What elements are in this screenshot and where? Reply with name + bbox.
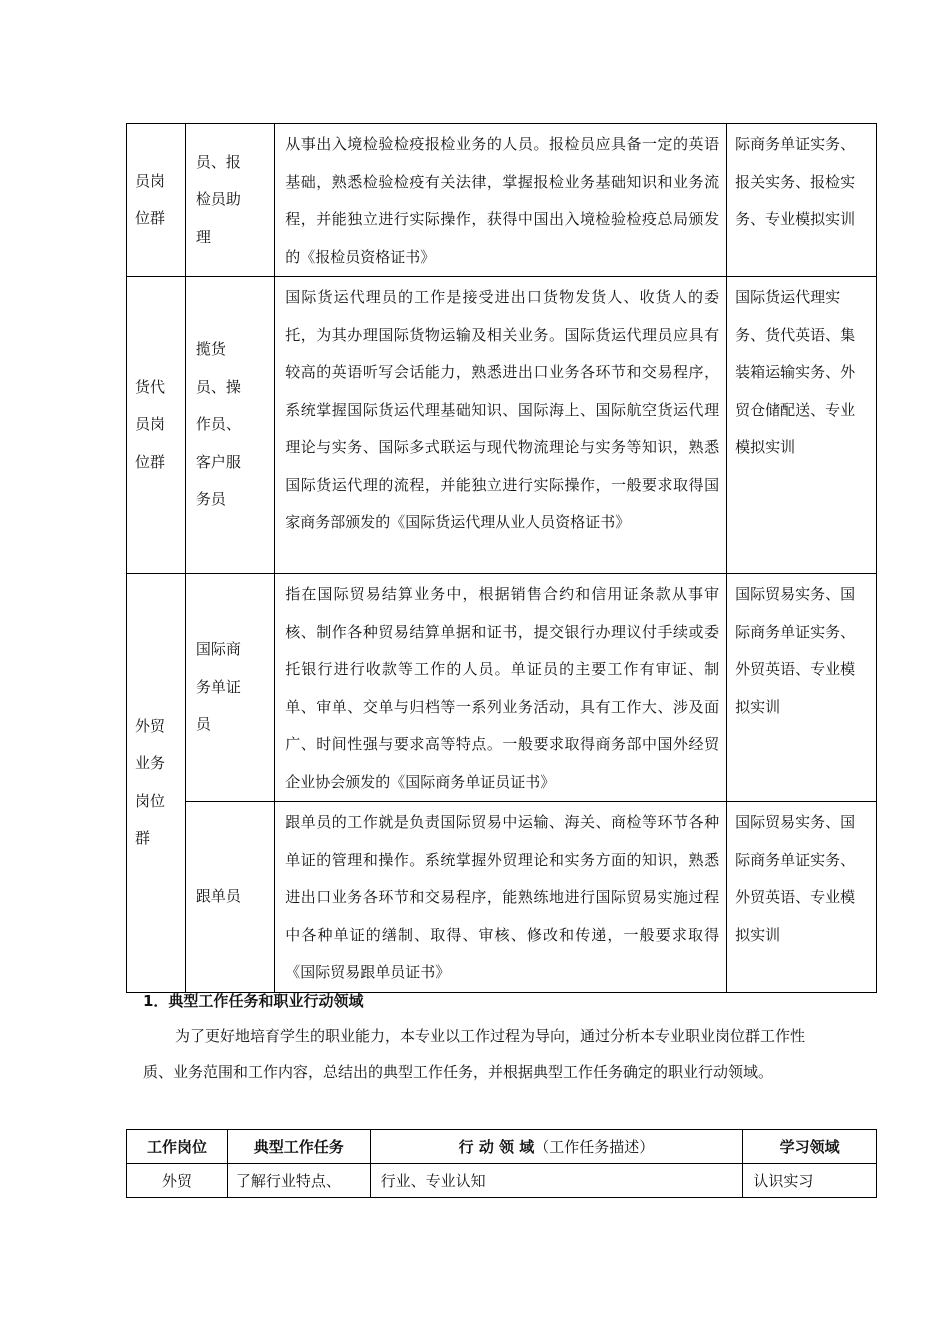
description-cell: [275, 802, 727, 993]
header-task: 典型工作任务: [227, 1130, 370, 1164]
header-domain: [370, 1130, 743, 1164]
courses-cell: [727, 124, 877, 277]
job-group-cell: [127, 277, 186, 574]
courses-text: 际商务单证实务、报关实务、报检实务、专业模拟实训: [735, 135, 856, 228]
header-domain-note: （工作任务描述）: [534, 1138, 655, 1156]
position-text: 跟单员: [195, 887, 241, 905]
description-text: 跟单员的工作就是负责国际贸易中运输、海关、商检等环节各种单证的管理和操作。系统掌握外贸理论和实务方面的知识，熟悉进出口业务各环节和交易程序，能熟练地进行国际贸易实施过程中各种单证的缮制、取得、审核、修改和传递，一般要求取得《国际贸易跟单员证书》: [285, 813, 720, 981]
description-cell: [275, 124, 727, 277]
courses-text: 国际货运代理实务、货代英语、集装箱运输实务、外贸仓储配送、专业模拟实训: [735, 288, 856, 456]
courses-cell: [727, 277, 877, 574]
table-row: [127, 277, 877, 574]
description-cell: [275, 277, 727, 574]
header-position: 工作岗位: [127, 1130, 228, 1164]
job-group-cell: [127, 574, 186, 993]
domain-cell: 行业、专业认知: [370, 1164, 743, 1198]
courses-text: 国际贸易实务、国际商务单证实务、外贸英语、专业模拟实训: [735, 813, 856, 944]
description-text: 指在国际贸易结算业务中，根据销售合约和信用证条款从事审核、制作各种贸易结算单据和证书，提交银行办理议付手续或委托银行进行收款等工作的人员。单证员的主要工作有审证、制单、审单、交单与归档等一系列业务活动，具有工作大、涉及面广、时间性强与要求高等特点。一般要求取得商务部中国外经贸企业协会颁发的《国际商务单证员证书》: [285, 585, 720, 791]
job-group-text: 货代员岗位群: [135, 377, 166, 471]
courses-cell: [727, 574, 877, 802]
header-learning: 学习领域: [743, 1130, 877, 1164]
courses-cell: [727, 802, 877, 993]
position-cell: [185, 124, 274, 277]
table-row: [127, 802, 877, 993]
task-table: [126, 1129, 877, 1198]
table-row: [127, 124, 877, 277]
position-text: 员、报检员助理: [195, 152, 241, 246]
position-cell: [185, 574, 274, 802]
section-paragraph: 为了更好地培育学生的职业能力，本专业以工作过程为导向，通过分析本专业职业岗位群工作性质、业务范围和工作内容，总结出的典型工作任务，并根据典型工作任务确定的职业行动领域。: [143, 1027, 806, 1081]
courses-text: 国际贸易实务、国际商务单证实务、外贸英语、专业模拟实训: [735, 585, 856, 716]
description-text: 国际货运代理员的工作是接受进出口货物发货人、收货人的委托，为其办理国际货物运输及相关业务。国际货运代理员应具有较高的英语听写会话能力，熟悉进出口业务各环节和交易程序，系统掌握国际货运代理基础知识、国际海上、国际航空货运代理理论与实务、国际多式联运与现代物流理论与实务等知识，熟悉国际货运代理的流程，并能独立进行实际操作，一般要求取得国家商务部颁发的《国际货运代理从业人员资格证书》: [285, 288, 720, 531]
job-group-cell: [127, 124, 186, 277]
task-cell: 了解行业特点、: [227, 1164, 370, 1198]
table-row: [127, 574, 877, 802]
table-header-row: [127, 1130, 877, 1164]
job-position-table: [126, 123, 877, 993]
position-text: 揽货员、操作员、客户服务员: [195, 340, 241, 509]
learning-cell: 认识实习: [743, 1164, 877, 1198]
task-position-cell: 外贸: [127, 1164, 228, 1198]
description-text: 从事出入境检验检疫报检业务的人员。报检员应具备一定的英语基础，熟悉检验检疫有关法律，掌握报检业务基础知识和业务流程，并能独立进行实际操作，获得中国出入境检验检疫总局颁发的《报检员资格证书》: [285, 135, 720, 266]
job-group-text: 外贸业务岗位群: [135, 716, 166, 848]
position-text: 国际商务单证员: [195, 640, 241, 734]
position-cell: [185, 802, 274, 993]
section-heading: 1．典型工作任务和职业行动领域: [143, 992, 364, 1010]
header-domain-label: 行 动 领 域: [458, 1138, 535, 1156]
description-cell: [275, 574, 727, 802]
job-group-text: 员岗位群: [135, 171, 166, 227]
table-row: [127, 1164, 877, 1198]
position-cell: [185, 277, 274, 574]
